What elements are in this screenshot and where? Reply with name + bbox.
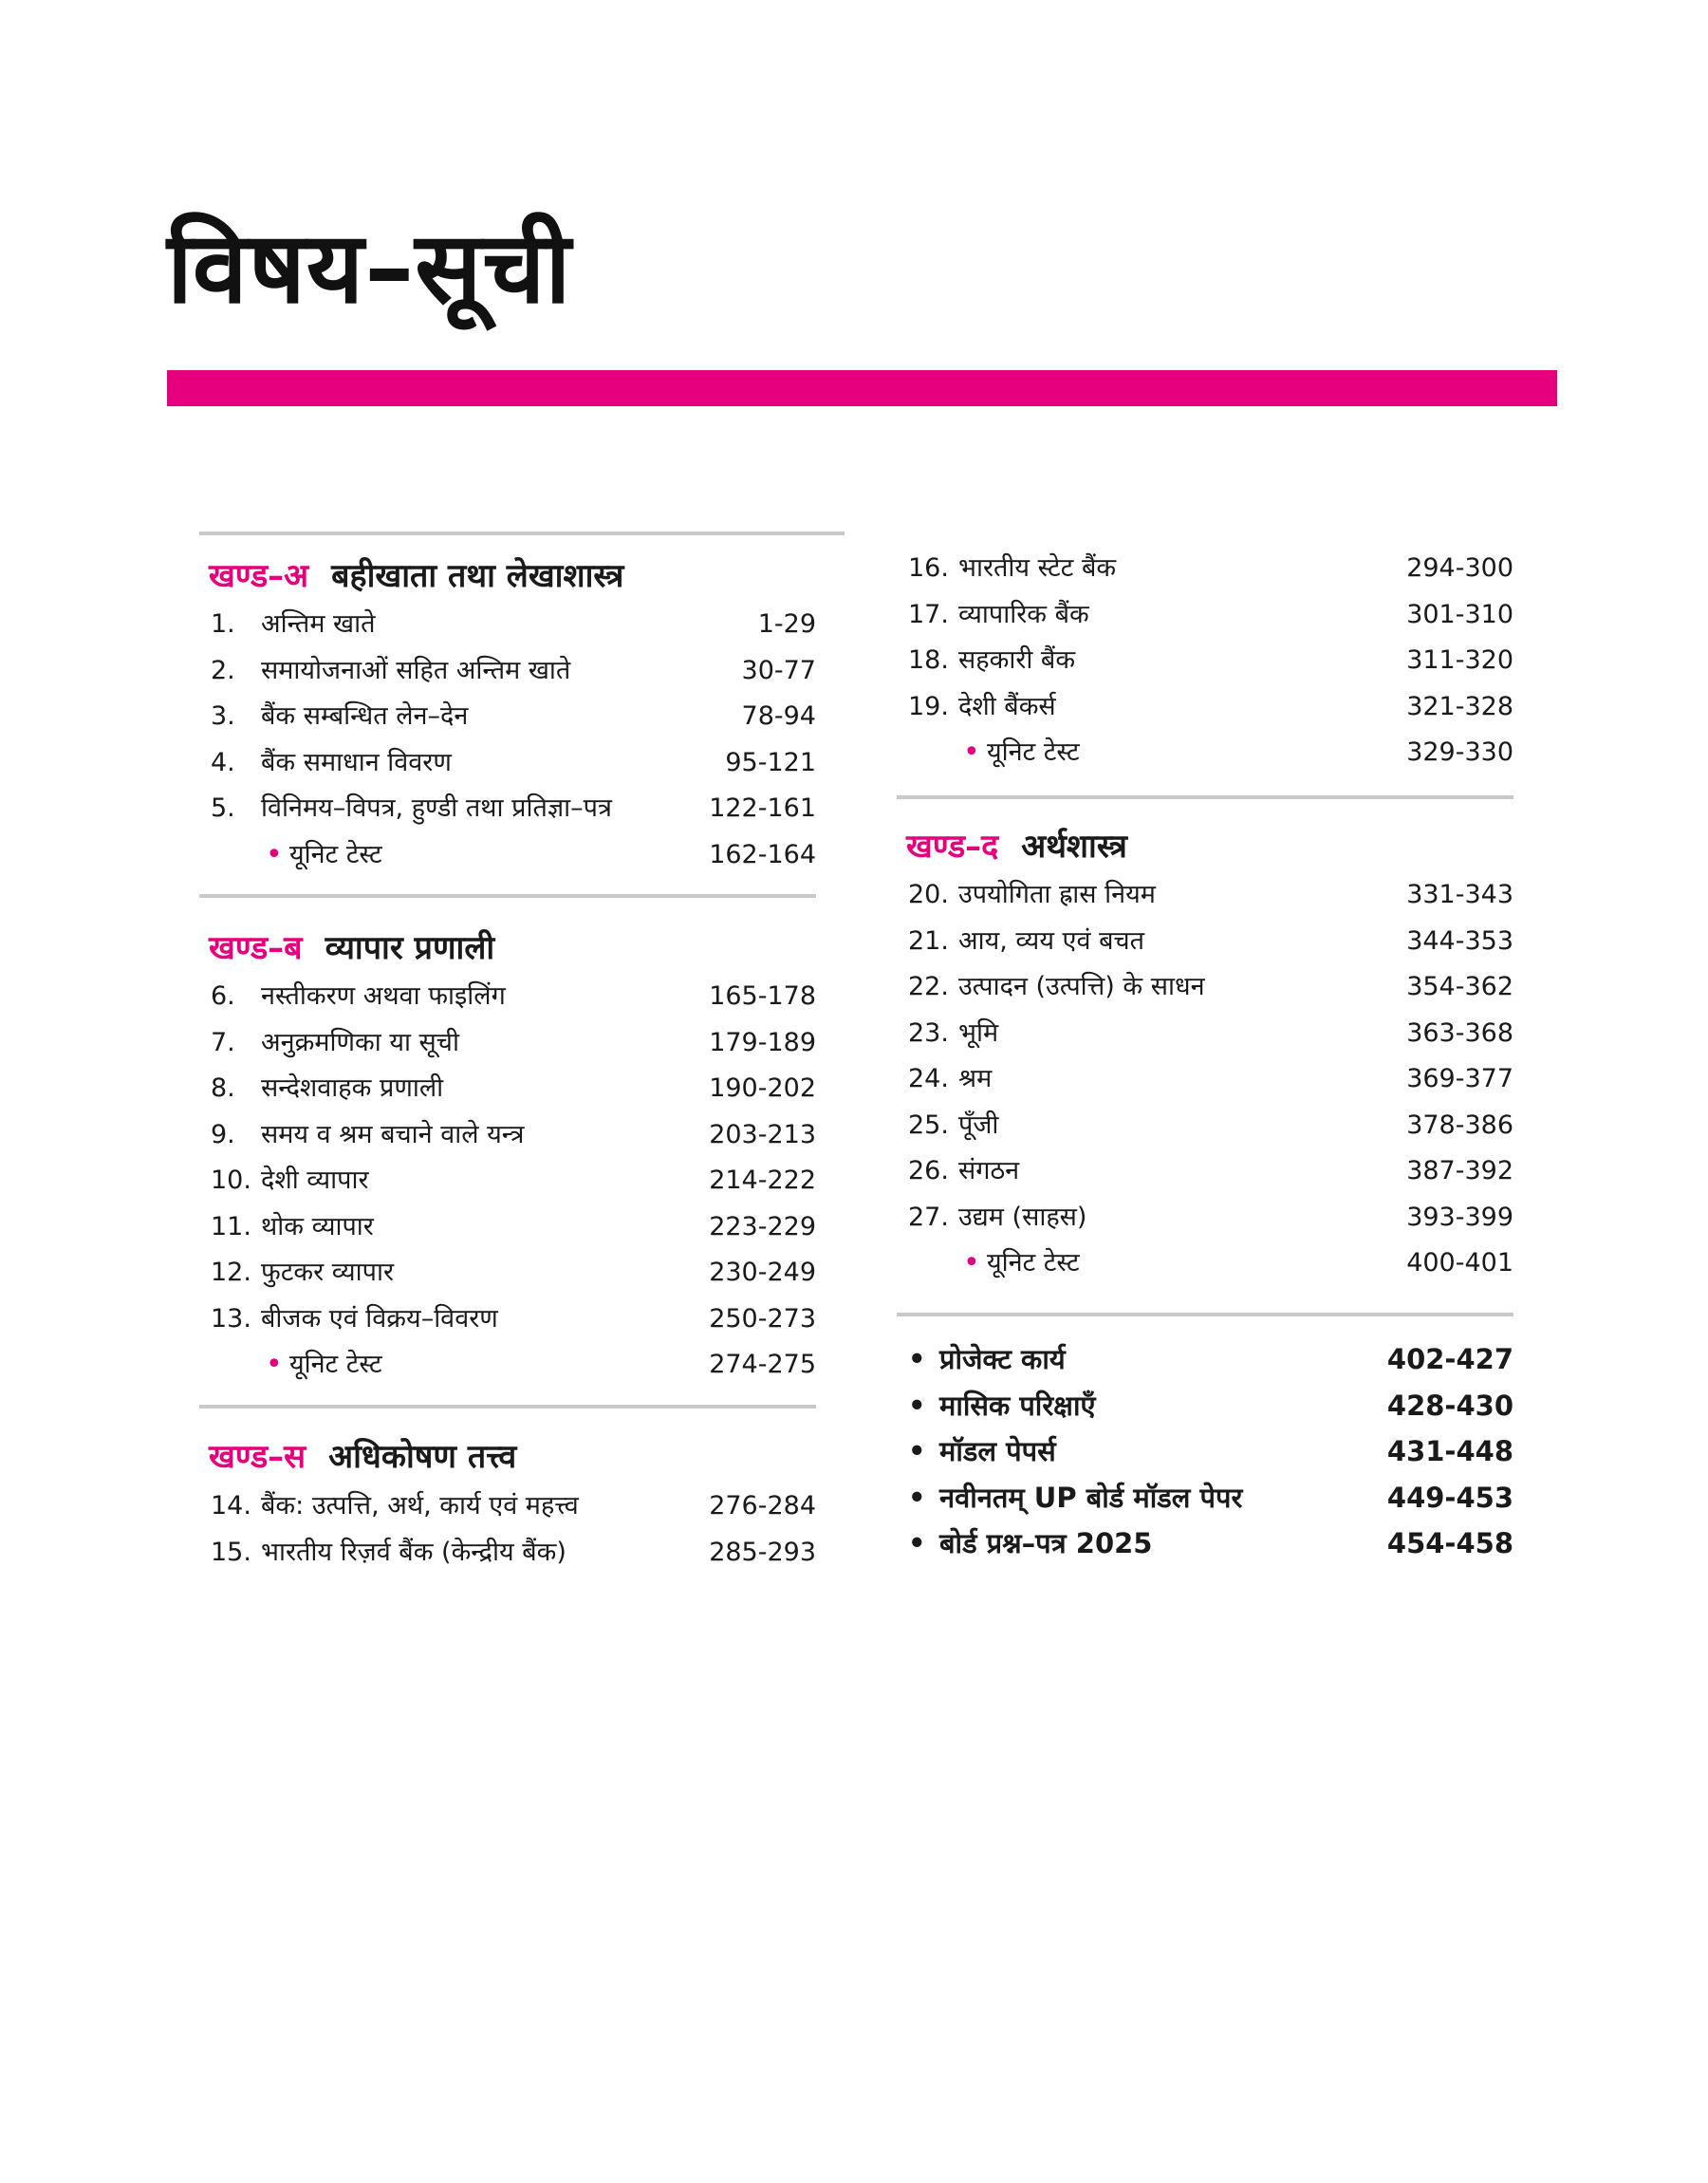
- chapter-number: 9.: [211, 1119, 235, 1149]
- chapter-number: 11.: [211, 1211, 251, 1241]
- chapter-number: 7.: [211, 1027, 235, 1057]
- page-range: 276-284: [709, 1491, 816, 1521]
- chapter-title: समय व श्रम बचाने वाले यन्त्र: [261, 1119, 525, 1149]
- page-range: 431-448: [1386, 1435, 1513, 1467]
- toc-item[interactable]: [199, 790, 816, 828]
- page-range: 162-164: [709, 839, 816, 869]
- toc-item[interactable]: [199, 744, 816, 782]
- bullet-icon: •: [908, 1389, 926, 1422]
- chapter-number: 4.: [211, 747, 235, 777]
- chapter-title: बैंक समाधान विवरण: [261, 747, 452, 777]
- toc-item[interactable]: [897, 1199, 1513, 1237]
- chapter-number: 14.: [211, 1491, 251, 1521]
- chapter-title: सन्देशवाहक प्रणाली: [261, 1073, 444, 1103]
- bullet-icon: •: [963, 1246, 980, 1279]
- chapter-number: 2.: [211, 655, 235, 685]
- chapter-number: 23.: [908, 1017, 949, 1048]
- toc-item[interactable]: [897, 642, 1513, 680]
- chapter-title: व्यापारिक बैंक: [958, 599, 1089, 629]
- chapter-number: 3.: [211, 701, 235, 731]
- page-range: 95-121: [725, 747, 816, 777]
- page-range: 402-427: [1386, 1343, 1513, 1375]
- bullet-icon: •: [266, 837, 283, 871]
- chapter-title: उद्यम (साहस): [958, 1202, 1087, 1232]
- chapter-title: बैंक सम्बन्धित लेन–देन: [261, 701, 469, 731]
- toc-item[interactable]: [199, 606, 816, 644]
- toc-item[interactable]: [199, 652, 816, 690]
- page-range: 378-386: [1406, 1110, 1513, 1140]
- page-range: 294-300: [1406, 553, 1513, 583]
- chapter-title: अनुक्रमणिका या सूची: [261, 1027, 459, 1057]
- unit-test-label: यूनिट टेस्ट: [289, 839, 382, 869]
- toc-item[interactable]: [897, 1060, 1513, 1098]
- page-range: 428-430: [1386, 1389, 1513, 1422]
- page-range: 122-161: [709, 793, 816, 823]
- toc-item[interactable]: [199, 1116, 816, 1154]
- section-heading: [209, 1438, 517, 1476]
- unit-test-item[interactable]: [897, 734, 1513, 772]
- chapter-title: बीजक एवं विक्रय–विवरण: [261, 1303, 498, 1334]
- extra-item[interactable]: [897, 1385, 1513, 1427]
- page-range: 354-362: [1406, 972, 1513, 1001]
- bullet-icon: •: [963, 736, 980, 769]
- page-range: 165-178: [709, 981, 816, 1011]
- extra-item[interactable]: [897, 1430, 1513, 1472]
- bullet-icon: •: [908, 1527, 926, 1559]
- toc-item[interactable]: [897, 1107, 1513, 1145]
- toc-item[interactable]: [897, 688, 1513, 726]
- chapter-number: 27.: [908, 1202, 949, 1232]
- bullet-icon: •: [908, 1343, 926, 1375]
- page-range: 179-189: [709, 1027, 816, 1057]
- chapter-number: 20.: [908, 880, 949, 909]
- unit-test-item[interactable]: [897, 1244, 1513, 1282]
- toc-item[interactable]: [897, 968, 1513, 1006]
- page-range: 274-275: [709, 1350, 816, 1379]
- chapter-title: भारतीय स्टेट बैंक: [958, 553, 1117, 583]
- toc-item[interactable]: [199, 1534, 816, 1572]
- section-name: अर्थशास्त्र: [1021, 828, 1127, 866]
- toc-item[interactable]: [897, 596, 1513, 634]
- toc-item[interactable]: [199, 1300, 816, 1338]
- bullet-icon: •: [908, 1435, 926, 1467]
- page-range: 321-328: [1406, 691, 1513, 721]
- section-khand-label: खण्ड–द: [906, 828, 999, 866]
- chapter-title: समायोजनाओं सहित अन्तिम खाते: [261, 655, 571, 685]
- section-divider: [199, 894, 816, 898]
- chapter-number: 22.: [908, 972, 949, 1001]
- section-divider: [897, 795, 1513, 799]
- section-khand-label: खण्ड–ब: [209, 929, 303, 967]
- chapter-title: फुटकर व्यापार: [261, 1258, 395, 1287]
- unit-test-label: यूनिट टेस्ट: [987, 1248, 1080, 1278]
- toc-item[interactable]: [199, 1024, 816, 1062]
- chapter-title: उत्पादन (उत्पत्ति) के साधन: [958, 972, 1205, 1001]
- toc-item[interactable]: [897, 923, 1513, 961]
- page-range: 344-353: [1406, 925, 1513, 956]
- section-khand-label: खण्ड–अ: [209, 557, 309, 595]
- bullet-icon: •: [908, 1481, 926, 1514]
- chapter-title: बैंक: उत्पत्ति, अर्थ, कार्य एवं महत्त्व: [261, 1491, 579, 1521]
- section-heading: [906, 828, 1127, 866]
- extra-title: नवीनतम् UP बोर्ड मॉडल पेपर: [939, 1481, 1243, 1514]
- toc-item[interactable]: [199, 1208, 816, 1246]
- extra-item[interactable]: [897, 1522, 1513, 1564]
- chapter-number: 26.: [908, 1156, 949, 1185]
- page-range: 393-399: [1406, 1202, 1513, 1232]
- chapter-title: भारतीय रिज़र्व बैंक (केन्द्रीय बैंक): [261, 1537, 566, 1567]
- toc-item[interactable]: [897, 1152, 1513, 1190]
- chapter-title: देशी बैंकर्स: [958, 691, 1056, 721]
- page-range: 285-293: [709, 1537, 816, 1567]
- chapter-number: 15.: [211, 1537, 251, 1567]
- chapter-title: श्रम: [958, 1064, 993, 1093]
- section-khand-label: खण्ड–स: [209, 1438, 306, 1476]
- section-heading: [209, 557, 624, 595]
- page-range: 78-94: [741, 701, 816, 731]
- chapter-number: 17.: [908, 599, 949, 629]
- bullet-icon: •: [266, 1348, 283, 1381]
- extra-title: मासिक परिक्षाएँ: [939, 1389, 1096, 1422]
- page-range: 214-222: [709, 1166, 816, 1195]
- page-range: 203-213: [709, 1119, 816, 1149]
- chapter-title: पूँजी: [958, 1110, 999, 1140]
- unit-test-label: यूनिट टेस्ट: [987, 737, 1080, 767]
- toc-item[interactable]: [897, 1015, 1513, 1053]
- section-name: व्यापार प्रणाली: [325, 929, 495, 967]
- page-range: 1-29: [757, 609, 816, 639]
- extra-title: मॉडल पेपर्स: [939, 1435, 1056, 1467]
- extra-title: बोर्ड प्रश्न–पत्र 2025: [939, 1527, 1153, 1559]
- chapter-number: 12.: [211, 1258, 251, 1287]
- page-range: 363-368: [1406, 1017, 1513, 1048]
- unit-test-label: यूनिट टेस्ट: [289, 1350, 382, 1379]
- chapter-title: भूमि: [958, 1017, 999, 1048]
- page-range: 329-330: [1406, 737, 1513, 767]
- chapter-title: देशी व्यापार: [261, 1166, 369, 1195]
- page-range: 454-458: [1386, 1527, 1513, 1559]
- chapter-number: 16.: [908, 553, 949, 583]
- extra-item[interactable]: [897, 1338, 1513, 1380]
- section-divider: [199, 1405, 816, 1409]
- chapter-title: संगठन: [958, 1156, 1020, 1185]
- extra-item[interactable]: [897, 1477, 1513, 1519]
- page-range: 230-249: [709, 1258, 816, 1287]
- page-range: 369-377: [1406, 1064, 1513, 1093]
- chapter-number: 24.: [908, 1064, 949, 1093]
- chapter-title: अन्तिम खाते: [261, 609, 376, 639]
- toc-item[interactable]: [199, 978, 816, 1016]
- toc-item[interactable]: [897, 550, 1513, 588]
- chapter-number: 10.: [211, 1166, 251, 1195]
- chapter-number: 1.: [211, 609, 235, 639]
- section-name: बहीखाता तथा लेखाशास्त्र: [331, 557, 624, 595]
- section-name: अधिकोषण तत्त्व: [328, 1438, 517, 1476]
- chapter-title: थोक व्यापार: [261, 1211, 374, 1241]
- section-divider: [897, 1313, 1513, 1316]
- page-range: 331-343: [1406, 880, 1513, 909]
- toc-item[interactable]: [199, 1254, 816, 1292]
- page-range: 311-320: [1406, 645, 1513, 675]
- page-range: 30-77: [741, 655, 816, 685]
- extra-title: प्रोजेक्ट कार्य: [939, 1343, 1066, 1375]
- title-accent-bar: [167, 370, 1557, 406]
- chapter-title: विनिमय–विपत्र, हुण्डी तथा प्रतिज्ञा–पत्र: [261, 793, 612, 823]
- chapter-title: सहकारी बैंक: [958, 645, 1076, 675]
- page-range: 301-310: [1406, 599, 1513, 629]
- chapter-number: 5.: [211, 793, 235, 823]
- toc-item[interactable]: [199, 698, 816, 736]
- unit-test-item[interactable]: [199, 1346, 816, 1384]
- chapter-number: 8.: [211, 1073, 235, 1103]
- chapter-title: नस्तीकरण अथवा फाइलिंग: [261, 981, 506, 1011]
- page-range: 250-273: [709, 1303, 816, 1334]
- chapter-number: 19.: [908, 691, 949, 721]
- toc-item[interactable]: [199, 1070, 816, 1108]
- page-range: 223-229: [709, 1211, 816, 1241]
- toc-item[interactable]: [199, 1162, 816, 1200]
- chapter-title: आय, व्यय एवं बचत: [958, 925, 1145, 956]
- section-divider: [199, 532, 845, 535]
- page-range: 190-202: [709, 1073, 816, 1103]
- page-range: 387-392: [1406, 1156, 1513, 1185]
- chapter-number: 6.: [211, 981, 235, 1011]
- chapter-number: 21.: [908, 925, 949, 956]
- chapter-title: उपयोगिता ह्रास नियम: [958, 880, 1156, 909]
- chapter-number: 18.: [908, 645, 949, 675]
- page-range: 400-401: [1406, 1248, 1513, 1278]
- chapter-number: 13.: [211, 1303, 251, 1334]
- chapter-number: 25.: [908, 1110, 949, 1140]
- toc-item[interactable]: [897, 876, 1513, 914]
- page-title: विषय–सूची: [167, 210, 572, 326]
- page-range: 449-453: [1386, 1481, 1513, 1514]
- unit-test-item[interactable]: [199, 836, 816, 874]
- toc-item[interactable]: [199, 1487, 816, 1525]
- section-heading: [209, 929, 495, 967]
